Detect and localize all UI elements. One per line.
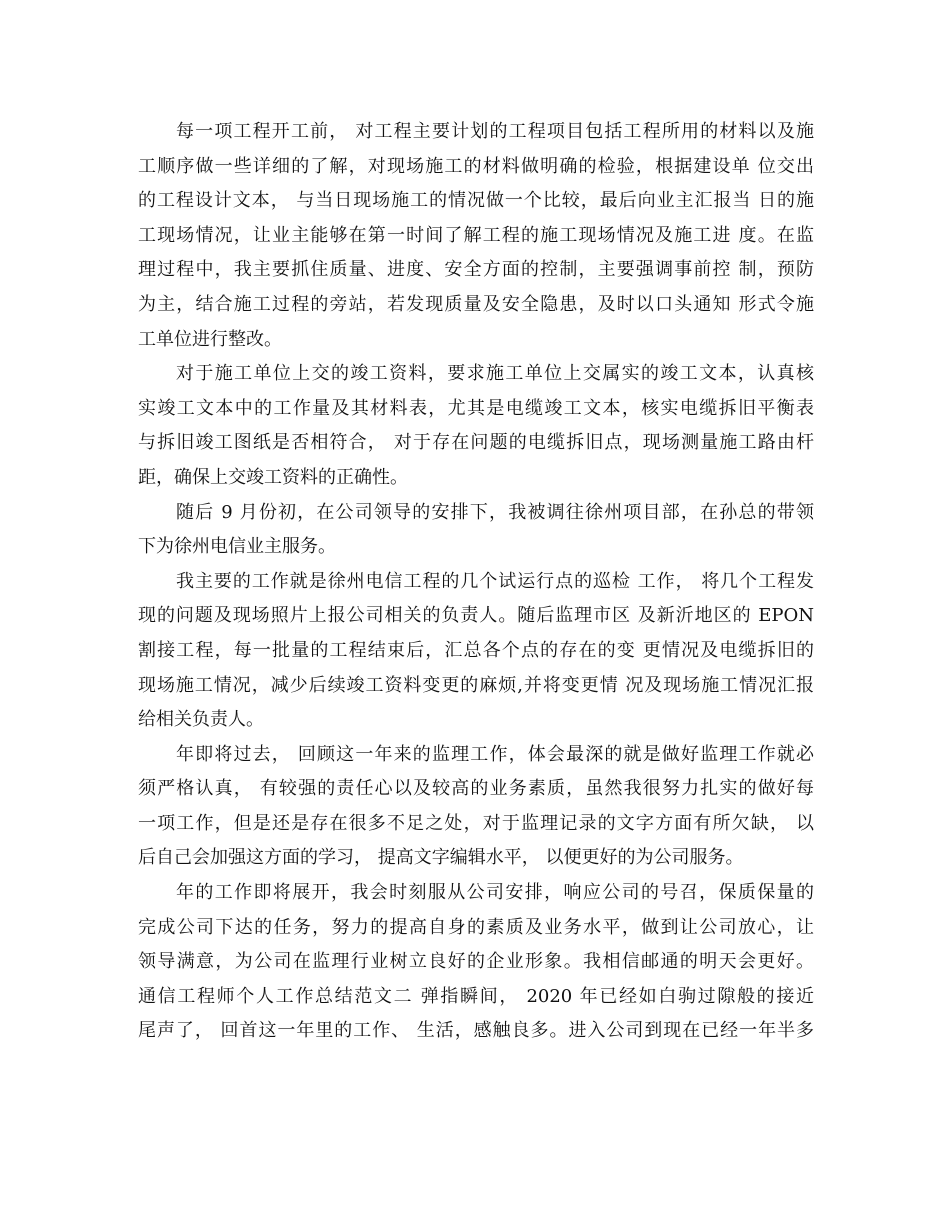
- text-line: 完成公司下达的任务，努力的提高自身的素质及业务水平，做到让公司放心，让: [138, 916, 814, 938]
- text-line: 随后 9 月份初，在公司领导的安排下，我被调往徐州项目部，在孙总的带领: [176, 501, 814, 523]
- document-body: [138, 115, 814, 1049]
- text-line: 尾声了， 回首这一年里的工作、 生活，感触良多。进入公司到现在已经一年半多: [138, 1020, 814, 1042]
- text-line: 通信工程师个人工作总结范文二 弹指瞬间， 2020 年已经如白驹过隙般的接近: [138, 985, 814, 1007]
- text-line: 为主，结合施工过程的旁站，若发现质量及安全隐患，及时以口头通知 形式令施: [138, 293, 814, 315]
- text-line: 实竣工文本中的工作量及其材料表，尤其是电缆竣工文本，核实电缆拆旧平衡表: [138, 397, 814, 419]
- text-line: 须严格认真， 有较强的责任心以及较高的业务素质，虽然我很努力扎实的做好每: [138, 778, 814, 800]
- text-line: 领导满意，为公司在监理行业树立良好的企业形象。我相信邮通的明天会更好。: [138, 951, 814, 973]
- text-line: 一项工作，但是还是存在很多不足之处，对于监理记录的文字方面有所欠缺， 以: [138, 812, 814, 834]
- text-line: 对于施工单位上交的竣工资料，要求施工单位上交属实的竣工文本，认真核: [176, 363, 814, 385]
- text-line: 工现场情况，让业主能够在第一时间了解工程的施工现场情况及施工进 度。在监: [138, 224, 814, 246]
- text-line: 工顺序做一些详细的了解，对现场施工的材料做明确的检验，根据建设单 位交出: [138, 155, 814, 177]
- text-line: 割接工程，每一批量的工程结束后，汇总各个点的存在的变 更情况及电缆拆旧的: [138, 639, 814, 661]
- text-line: 理过程中，我主要抓住质量、进度、安全方面的控制，主要强调事前控 制，预防: [138, 259, 814, 281]
- text-line: 我主要的工作就是徐州电信工程的几个试运行点的巡检 工作， 将几个工程发: [176, 570, 814, 592]
- text-line: 年即将过去， 回顾这一年来的监理工作，体会最深的就是做好监理工作就必: [176, 743, 814, 765]
- text-line: 年的工作即将展开，我会时刻服从公司安排，响应公司的号召，保质保量的: [176, 882, 814, 904]
- text-line: 下为徐州电信业主服务。: [138, 536, 336, 558]
- text-line: 现的问题及现场照片上报公司相关的负责人。随后监理市区 及新沂地区的 EPON: [138, 605, 814, 627]
- text-line: 距，确保上交竣工资料的正确性。: [138, 466, 408, 488]
- text-line: 现场施工情况，减少后续竣工资料变更的麻烦,并将变更情 况及现场施工情况汇报: [138, 674, 814, 696]
- text-line: 工单位进行整改。: [138, 328, 282, 350]
- text-line: 给相关负责人。: [138, 709, 264, 731]
- text-line: 后自己会加强这方面的学习， 提高文字编辑水平， 以便更好的为公司服务。: [138, 847, 744, 869]
- text-line: 的工程设计文本， 与当日现场施工的情况做一个比较，最后向业主汇报当 日的施: [138, 190, 814, 212]
- text-line: 每一项工程开工前， 对工程主要计划的工程项目包括工程所用的材料以及施: [176, 121, 814, 142]
- text-line: 与拆旧竣工图纸是否相符合， 对于存在问题的电缆拆旧点，现场测量施工路由杆: [138, 432, 814, 454]
